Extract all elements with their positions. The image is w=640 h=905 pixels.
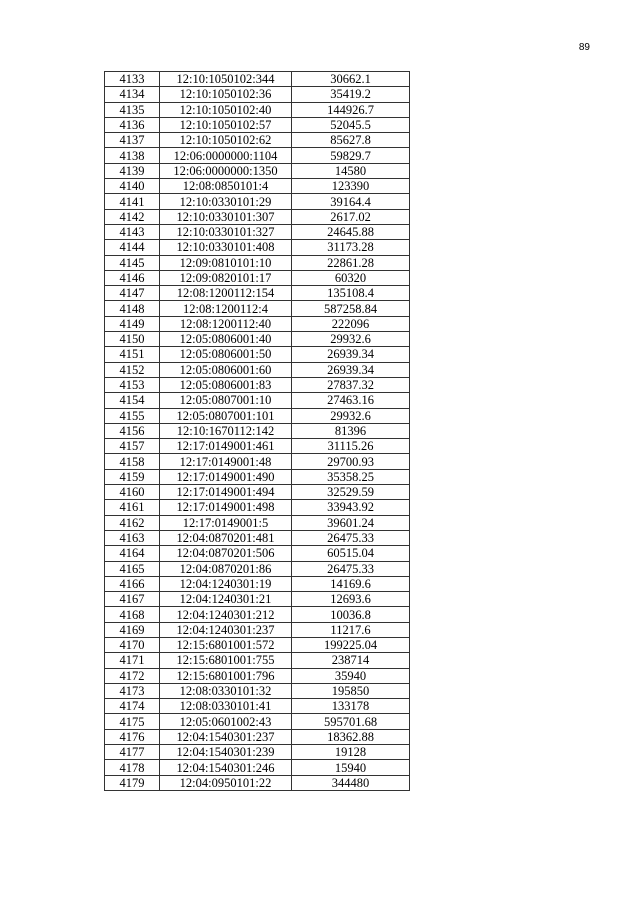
row-number-cell: 4161 [105,500,160,515]
row-number-cell: 4142 [105,209,160,224]
row-number-cell: 4143 [105,224,160,239]
cadastral-number-cell: 12:10:0330101:29 [160,194,292,209]
table-row [105,286,410,301]
value-cell: 123390 [292,179,410,194]
table-row [105,87,410,102]
row-number-cell: 4153 [105,377,160,392]
table-row [105,561,410,576]
table-row [105,745,410,760]
row-number-cell: 4144 [105,240,160,255]
cadastral-number-cell: 12:10:1670112:142 [160,423,292,438]
value-cell: 29932.6 [292,332,410,347]
value-cell: 222096 [292,316,410,331]
row-number-cell: 4175 [105,714,160,729]
cadastral-number-cell: 12:09:0820101:17 [160,270,292,285]
value-cell: 35419.2 [292,87,410,102]
page-number: 89 [578,42,590,53]
cadastral-number-cell: 12:05:0806001:60 [160,362,292,377]
row-number-cell: 4167 [105,592,160,607]
cadastral-number-cell: 12:09:0810101:10 [160,255,292,270]
cadastral-number-cell: 12:04:1240301:212 [160,607,292,622]
cadastral-number-cell: 12:10:0330101:408 [160,240,292,255]
value-cell: 35358.25 [292,469,410,484]
table-row [105,439,410,454]
cadastral-number-cell: 12:08:0330101:32 [160,683,292,698]
cadastral-number-cell: 12:08:1200112:154 [160,286,292,301]
table-row [105,576,410,591]
cadastral-number-cell: 12:05:0806001:50 [160,347,292,362]
value-cell: 32529.59 [292,485,410,500]
cadastral-number-cell: 12:15:6801001:755 [160,653,292,668]
cadastral-number-cell: 12:08:0330101:41 [160,699,292,714]
value-cell: 35940 [292,668,410,683]
table-row [105,408,410,423]
table-body [105,72,410,791]
value-cell: 135108.4 [292,286,410,301]
table-row [105,515,410,530]
value-cell: 31115.26 [292,439,410,454]
table-row [105,423,410,438]
cadastral-number-cell: 12:06:0000000:1350 [160,163,292,178]
row-number-cell: 4151 [105,347,160,362]
row-number-cell: 4159 [105,469,160,484]
table-row [105,729,410,744]
value-cell: 29700.93 [292,454,410,469]
row-number-cell: 4160 [105,485,160,500]
row-number-cell: 4172 [105,668,160,683]
row-number-cell: 4148 [105,301,160,316]
table-row [105,148,410,163]
row-number-cell: 4166 [105,576,160,591]
value-cell: 30662.1 [292,72,410,87]
row-number-cell: 4133 [105,72,160,87]
table-row [105,653,410,668]
value-cell: 29932.6 [292,408,410,423]
data-table [104,71,410,791]
table-row [105,775,410,790]
table-row [105,760,410,775]
value-cell: 12693.6 [292,592,410,607]
cadastral-number-cell: 12:08:1200112:40 [160,316,292,331]
row-number-cell: 4135 [105,102,160,117]
cadastral-number-cell: 12:17:0149001:490 [160,469,292,484]
value-cell: 344480 [292,775,410,790]
table-row [105,270,410,285]
table-row [105,209,410,224]
value-cell: 199225.04 [292,637,410,652]
value-cell: 133178 [292,699,410,714]
table-row [105,179,410,194]
row-number-cell: 4152 [105,362,160,377]
row-number-cell: 4149 [105,316,160,331]
cadastral-number-cell: 12:17:0149001:48 [160,454,292,469]
row-number-cell: 4177 [105,745,160,760]
table-row [105,485,410,500]
value-cell: 52045.5 [292,117,410,132]
cadastral-number-cell: 12:15:6801001:572 [160,637,292,652]
value-cell: 195850 [292,683,410,698]
table-row [105,163,410,178]
cadastral-number-cell: 12:10:1050102:344 [160,72,292,87]
value-cell: 587258.84 [292,301,410,316]
cadastral-number-cell: 12:10:0330101:307 [160,209,292,224]
table-row [105,393,410,408]
value-cell: 60320 [292,270,410,285]
cadastral-number-cell: 12:05:0601002:43 [160,714,292,729]
value-cell: 26939.34 [292,362,410,377]
table-row [105,240,410,255]
table-row [105,454,410,469]
cadastral-number-cell: 12:04:0870201:481 [160,530,292,545]
row-number-cell: 4168 [105,607,160,622]
table-row [105,224,410,239]
row-number-cell: 4176 [105,729,160,744]
value-cell: 60515.04 [292,546,410,561]
row-number-cell: 4158 [105,454,160,469]
value-cell: 81396 [292,423,410,438]
cadastral-number-cell: 12:05:0806001:40 [160,332,292,347]
row-number-cell: 4134 [105,87,160,102]
value-cell: 27463.16 [292,393,410,408]
cadastral-number-cell: 12:04:0950101:22 [160,775,292,790]
cadastral-number-cell: 12:04:0870201:86 [160,561,292,576]
value-cell: 19128 [292,745,410,760]
cadastral-number-cell: 12:10:1050102:36 [160,87,292,102]
value-cell: 33943.92 [292,500,410,515]
row-number-cell: 4169 [105,622,160,637]
table-row [105,194,410,209]
row-number-cell: 4171 [105,653,160,668]
table-row [105,668,410,683]
row-number-cell: 4162 [105,515,160,530]
value-cell: 595701.68 [292,714,410,729]
cadastral-number-cell: 12:10:1050102:57 [160,117,292,132]
row-number-cell: 4146 [105,270,160,285]
value-cell: 31173.28 [292,240,410,255]
cadastral-number-cell: 12:17:0149001:461 [160,439,292,454]
table-row [105,301,410,316]
cadastral-number-cell: 12:04:1240301:19 [160,576,292,591]
value-cell: 27837.32 [292,377,410,392]
table-row [105,72,410,87]
value-cell: 39601.24 [292,515,410,530]
value-cell: 238714 [292,653,410,668]
value-cell: 85627.8 [292,133,410,148]
row-number-cell: 4145 [105,255,160,270]
value-cell: 59829.7 [292,148,410,163]
row-number-cell: 4154 [105,393,160,408]
row-number-cell: 4156 [105,423,160,438]
table-row [105,637,410,652]
table-row [105,362,410,377]
table-row [105,469,410,484]
row-number-cell: 4141 [105,194,160,209]
row-number-cell: 4150 [105,332,160,347]
table-row [105,607,410,622]
cadastral-number-cell: 12:17:0149001:5 [160,515,292,530]
value-cell: 15940 [292,760,410,775]
row-number-cell: 4147 [105,286,160,301]
row-number-cell: 4179 [105,775,160,790]
value-cell: 22861.28 [292,255,410,270]
table-row [105,622,410,637]
table-row [105,316,410,331]
row-number-cell: 4136 [105,117,160,132]
row-number-cell: 4140 [105,179,160,194]
cadastral-number-cell: 12:08:0850101:4 [160,179,292,194]
value-cell: 26475.33 [292,561,410,576]
table-row [105,592,410,607]
table-row [105,683,410,698]
cadastral-number-cell: 12:15:6801001:796 [160,668,292,683]
table-row [105,133,410,148]
table-row [105,377,410,392]
table-row [105,546,410,561]
row-number-cell: 4163 [105,530,160,545]
value-cell: 14580 [292,163,410,178]
table-row [105,332,410,347]
cadastral-number-cell: 12:17:0149001:498 [160,500,292,515]
row-number-cell: 4170 [105,637,160,652]
cadastral-number-cell: 12:04:1540301:237 [160,729,292,744]
table-row [105,117,410,132]
table-row [105,699,410,714]
cadastral-number-cell: 12:04:1240301:237 [160,622,292,637]
row-number-cell: 4138 [105,148,160,163]
value-cell: 24645.88 [292,224,410,239]
cadastral-number-cell: 12:05:0806001:83 [160,377,292,392]
cadastral-number-cell: 12:06:0000000:1104 [160,148,292,163]
row-number-cell: 4173 [105,683,160,698]
table-row [105,102,410,117]
value-cell: 144926.7 [292,102,410,117]
table-row [105,255,410,270]
row-number-cell: 4174 [105,699,160,714]
cadastral-number-cell: 12:10:1050102:40 [160,102,292,117]
value-cell: 10036.8 [292,607,410,622]
table-row [105,530,410,545]
value-cell: 14169.6 [292,576,410,591]
cadastral-number-cell: 12:04:0870201:506 [160,546,292,561]
cadastral-number-cell: 12:05:0807001:10 [160,393,292,408]
row-number-cell: 4137 [105,133,160,148]
cadastral-number-cell: 12:10:1050102:62 [160,133,292,148]
table-row [105,347,410,362]
cadastral-number-cell: 12:04:1240301:21 [160,592,292,607]
cadastral-number-cell: 12:08:1200112:4 [160,301,292,316]
row-number-cell: 4157 [105,439,160,454]
cadastral-number-cell: 12:04:1540301:239 [160,745,292,760]
value-cell: 11217.6 [292,622,410,637]
table-row [105,714,410,729]
table-row [105,500,410,515]
value-cell: 18362.88 [292,729,410,744]
row-number-cell: 4165 [105,561,160,576]
value-cell: 2617.02 [292,209,410,224]
row-number-cell: 4155 [105,408,160,423]
value-cell: 26939.34 [292,347,410,362]
cadastral-number-cell: 12:17:0149001:494 [160,485,292,500]
value-cell: 39164.4 [292,194,410,209]
row-number-cell: 4139 [105,163,160,178]
cadastral-number-cell: 12:10:0330101:327 [160,224,292,239]
value-cell: 26475.33 [292,530,410,545]
row-number-cell: 4178 [105,760,160,775]
row-number-cell: 4164 [105,546,160,561]
cadastral-number-cell: 12:04:1540301:246 [160,760,292,775]
cadastral-number-cell: 12:05:0807001:101 [160,408,292,423]
